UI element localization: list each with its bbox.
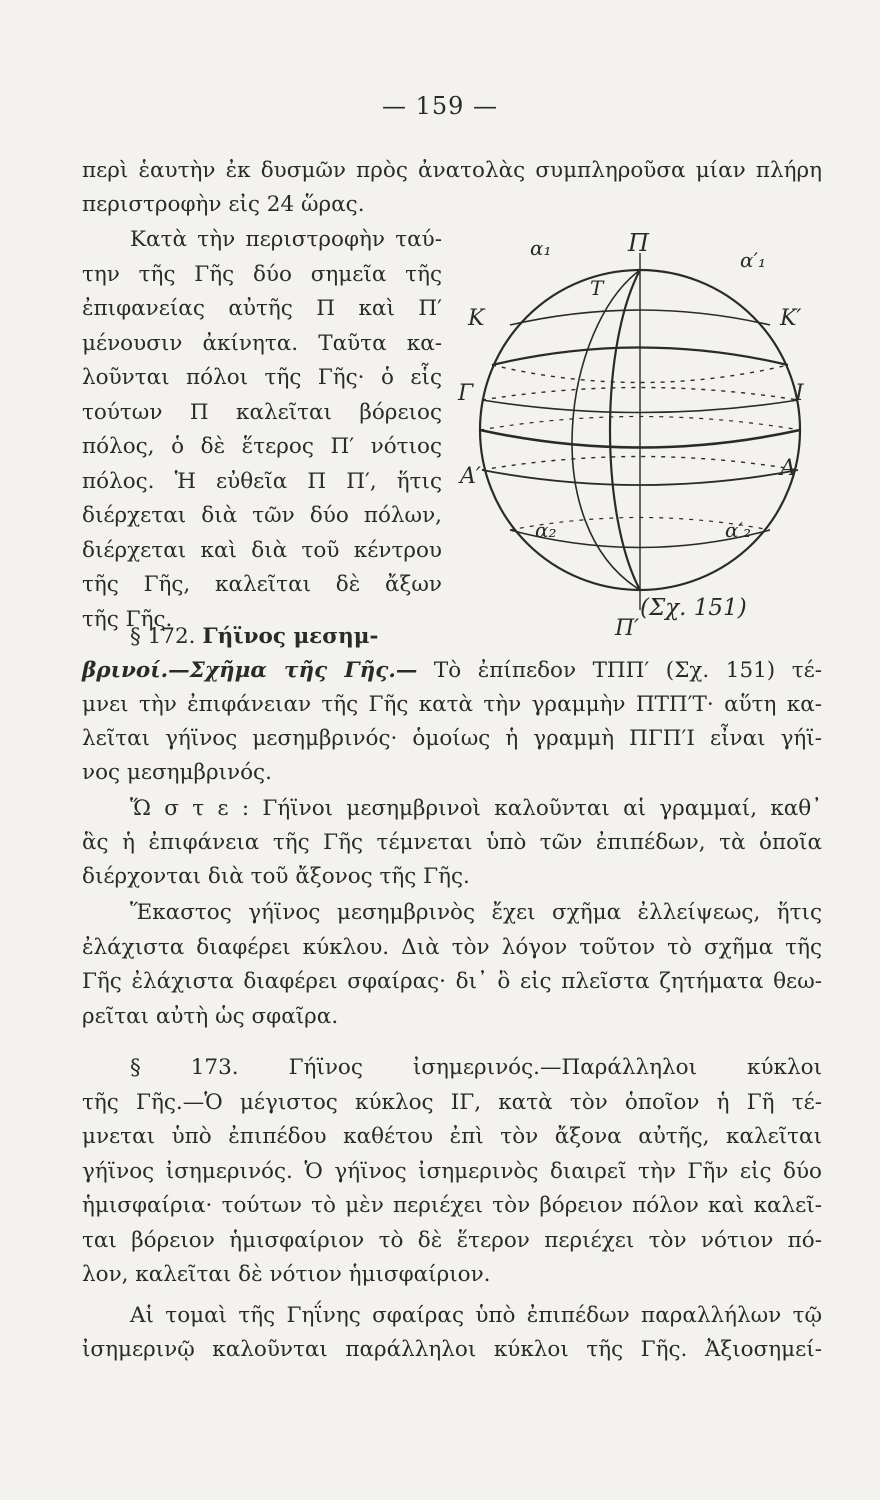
- section-172-title: Γήϊνος μεσημ-: [202, 624, 379, 649]
- text-line: ἐπιφανείας αὐτῆς Π καὶ Π′: [82, 296, 442, 321]
- label-a2p: α′₂: [725, 518, 752, 542]
- label-A2: Α: [780, 456, 796, 481]
- label-a1p: α′₁: [740, 248, 767, 272]
- label-P: Π: [628, 229, 649, 257]
- text-line: τῆς Γῆς.: [82, 606, 173, 632]
- text-line: ται βόρειον ἡμισφαίριον τὸ δὲ ἕτερον περιέχει τὸν νότιον πό-: [82, 1227, 822, 1253]
- text-line: την τῆς Γῆς δύο σημεῖα τῆς: [82, 261, 442, 287]
- text-line: διέρχεται διὰ τῶν δύο πόλων,: [82, 503, 442, 528]
- text-line: λον, καλεῖται δὲ νότιον ἡμισφαίριον.: [82, 1262, 491, 1287]
- label-P2: Π′: [615, 616, 640, 641]
- text-line: λοῦνται πόλοι τῆς Γῆς· ὁ εἷς: [82, 365, 442, 390]
- text-line: πόλος. Ἡ εὐθεῖα Π Π′, ἥτις: [82, 468, 442, 494]
- text-line: τῆς Γῆς, καλεῖται δὲ ἄξων: [82, 572, 442, 597]
- text-line: διέρχεται καὶ διὰ τοῦ κέντρου: [82, 537, 442, 563]
- label-I: Ι: [795, 381, 804, 406]
- section-172-number: § 172.: [130, 624, 196, 649]
- page-number: — 159 —: [381, 92, 499, 120]
- label-T: Τ: [590, 276, 604, 300]
- text-line: περιστροφὴν εἰς 24 ὥρας.: [82, 192, 365, 217]
- text-line: νος μεσημβρινός.: [82, 760, 272, 785]
- label-a1: α₁: [530, 236, 552, 260]
- text-line: ἐλάχιστα διαφέρει κύκλου. Διὰ τὸν λόγον τοῦτον τὸ σχῆμα τῆς: [82, 934, 822, 960]
- label-A: Α′: [460, 464, 481, 489]
- label-G: Γ: [458, 381, 474, 406]
- text-line: πόλος, ὁ δὲ ἕτερος Π′ νότιος: [82, 434, 442, 459]
- text-line: ἃς ἡ ἐπιφάνεια τῆς Γῆς τέμνεται ὑπὸ τῶν ἐπιπέδων, τὰ ὁποῖα: [82, 830, 822, 855]
- text-line: Κατὰ τὴν περιστροφὴν ταύ-: [130, 227, 442, 252]
- globe-figure: [450, 225, 830, 645]
- section-172-title2: βρινοί.—Σχῆμα τῆς Γῆς.—: [82, 658, 418, 683]
- section-172-line: [82, 656, 822, 686]
- text-line: μένουσιν ἀκίνητα. Ταῦτα κα-: [82, 330, 442, 356]
- text-line: Ἕκαστος γήϊνος μεσημβρινὸς ἔχει σχῆμα ἐλλείψεως, ἥτις: [130, 900, 822, 925]
- text-line: Γῆς ἐλάχιστα διαφέρει σφαίρας· δι᾽ ὃ εἰς πλεῖστα ζητήματα θεω-: [82, 969, 822, 994]
- text-line: γήϊνος ἰσημερινός. Ὁ γήϊνος ἰσημερινὸς διαιρεῖ τὴν Γῆν εἰς δύο: [82, 1158, 822, 1184]
- text-line: τούτων Π καλεῖται βόρειος: [82, 399, 442, 425]
- label-a2: α₂: [535, 518, 557, 542]
- text-line: ἰσημερινῷ καλοῦνται παράλληλοι κύκλοι τῆς Γῆς. Ἀξιοσημεί-: [82, 1337, 822, 1362]
- text-line: λεῖται γήϊνος μεσημβρινός· ὁμοίως ἡ γραμμὴ ΠΓΠ′Ι εἶναι γήϊ-: [82, 726, 822, 751]
- text-line: Ὥ σ τ ε : Γήϊνοι μεσημβρινοὶ καλοῦνται αἱ γραμμαί, καθ᾽: [130, 796, 822, 821]
- text-line: περὶ ἑαυτὴν ἐκ δυσμῶν πρὸς ἀνατολὰς συμπληροῦσα μίαν πλήρη: [82, 158, 822, 183]
- text-line: μνεται ὑπὸ ἐπιπέδου καθέτου ἐπὶ τὸν ἄξονα αὐτῆς, καλεῖται: [82, 1124, 822, 1149]
- text-line: ἡμισφαίρια· τούτων τὸ μὲν περιέχει τὸν βόρειον πόλον καὶ καλεῖ-: [82, 1193, 822, 1218]
- section-172-heading: [130, 622, 430, 652]
- text-line: διέρχονται διὰ τοῦ ἄξονος τῆς Γῆς.: [82, 864, 470, 889]
- text-line: μνει τὴν ἐπιφάνειαν τῆς Γῆς κατὰ τὴν γραμμὴν ΠΤΠ′Τ· αὕτη κα-: [82, 692, 822, 717]
- section-172-rest: Τὸ ἐπίπεδον ΤΠΠ′ (Σχ. 151) τέ-: [433, 658, 823, 683]
- text-line: ρεῖται αὐτὴ ὡς σφαῖρα.: [82, 1003, 339, 1029]
- label-K2: Κ′: [780, 306, 802, 331]
- figure-caption: (Σχ. 151): [640, 595, 747, 621]
- text-line: τῆς Γῆς.—Ὁ μέγιστος κύκλος ΙΓ, κατὰ τὸν ὁποῖον ἡ Γῆ τέ-: [82, 1089, 822, 1115]
- text-line: Αἱ τομαὶ τῆς Γηΐνης σφαίρας ὑπὸ ἐπιπέδων παραλλήλων τῷ: [130, 1302, 822, 1328]
- label-K: Κ: [468, 306, 485, 331]
- text-line: § 173. Γήϊνος ἰσημερινός.—Παράλληλοι κύκλοι: [130, 1055, 822, 1080]
